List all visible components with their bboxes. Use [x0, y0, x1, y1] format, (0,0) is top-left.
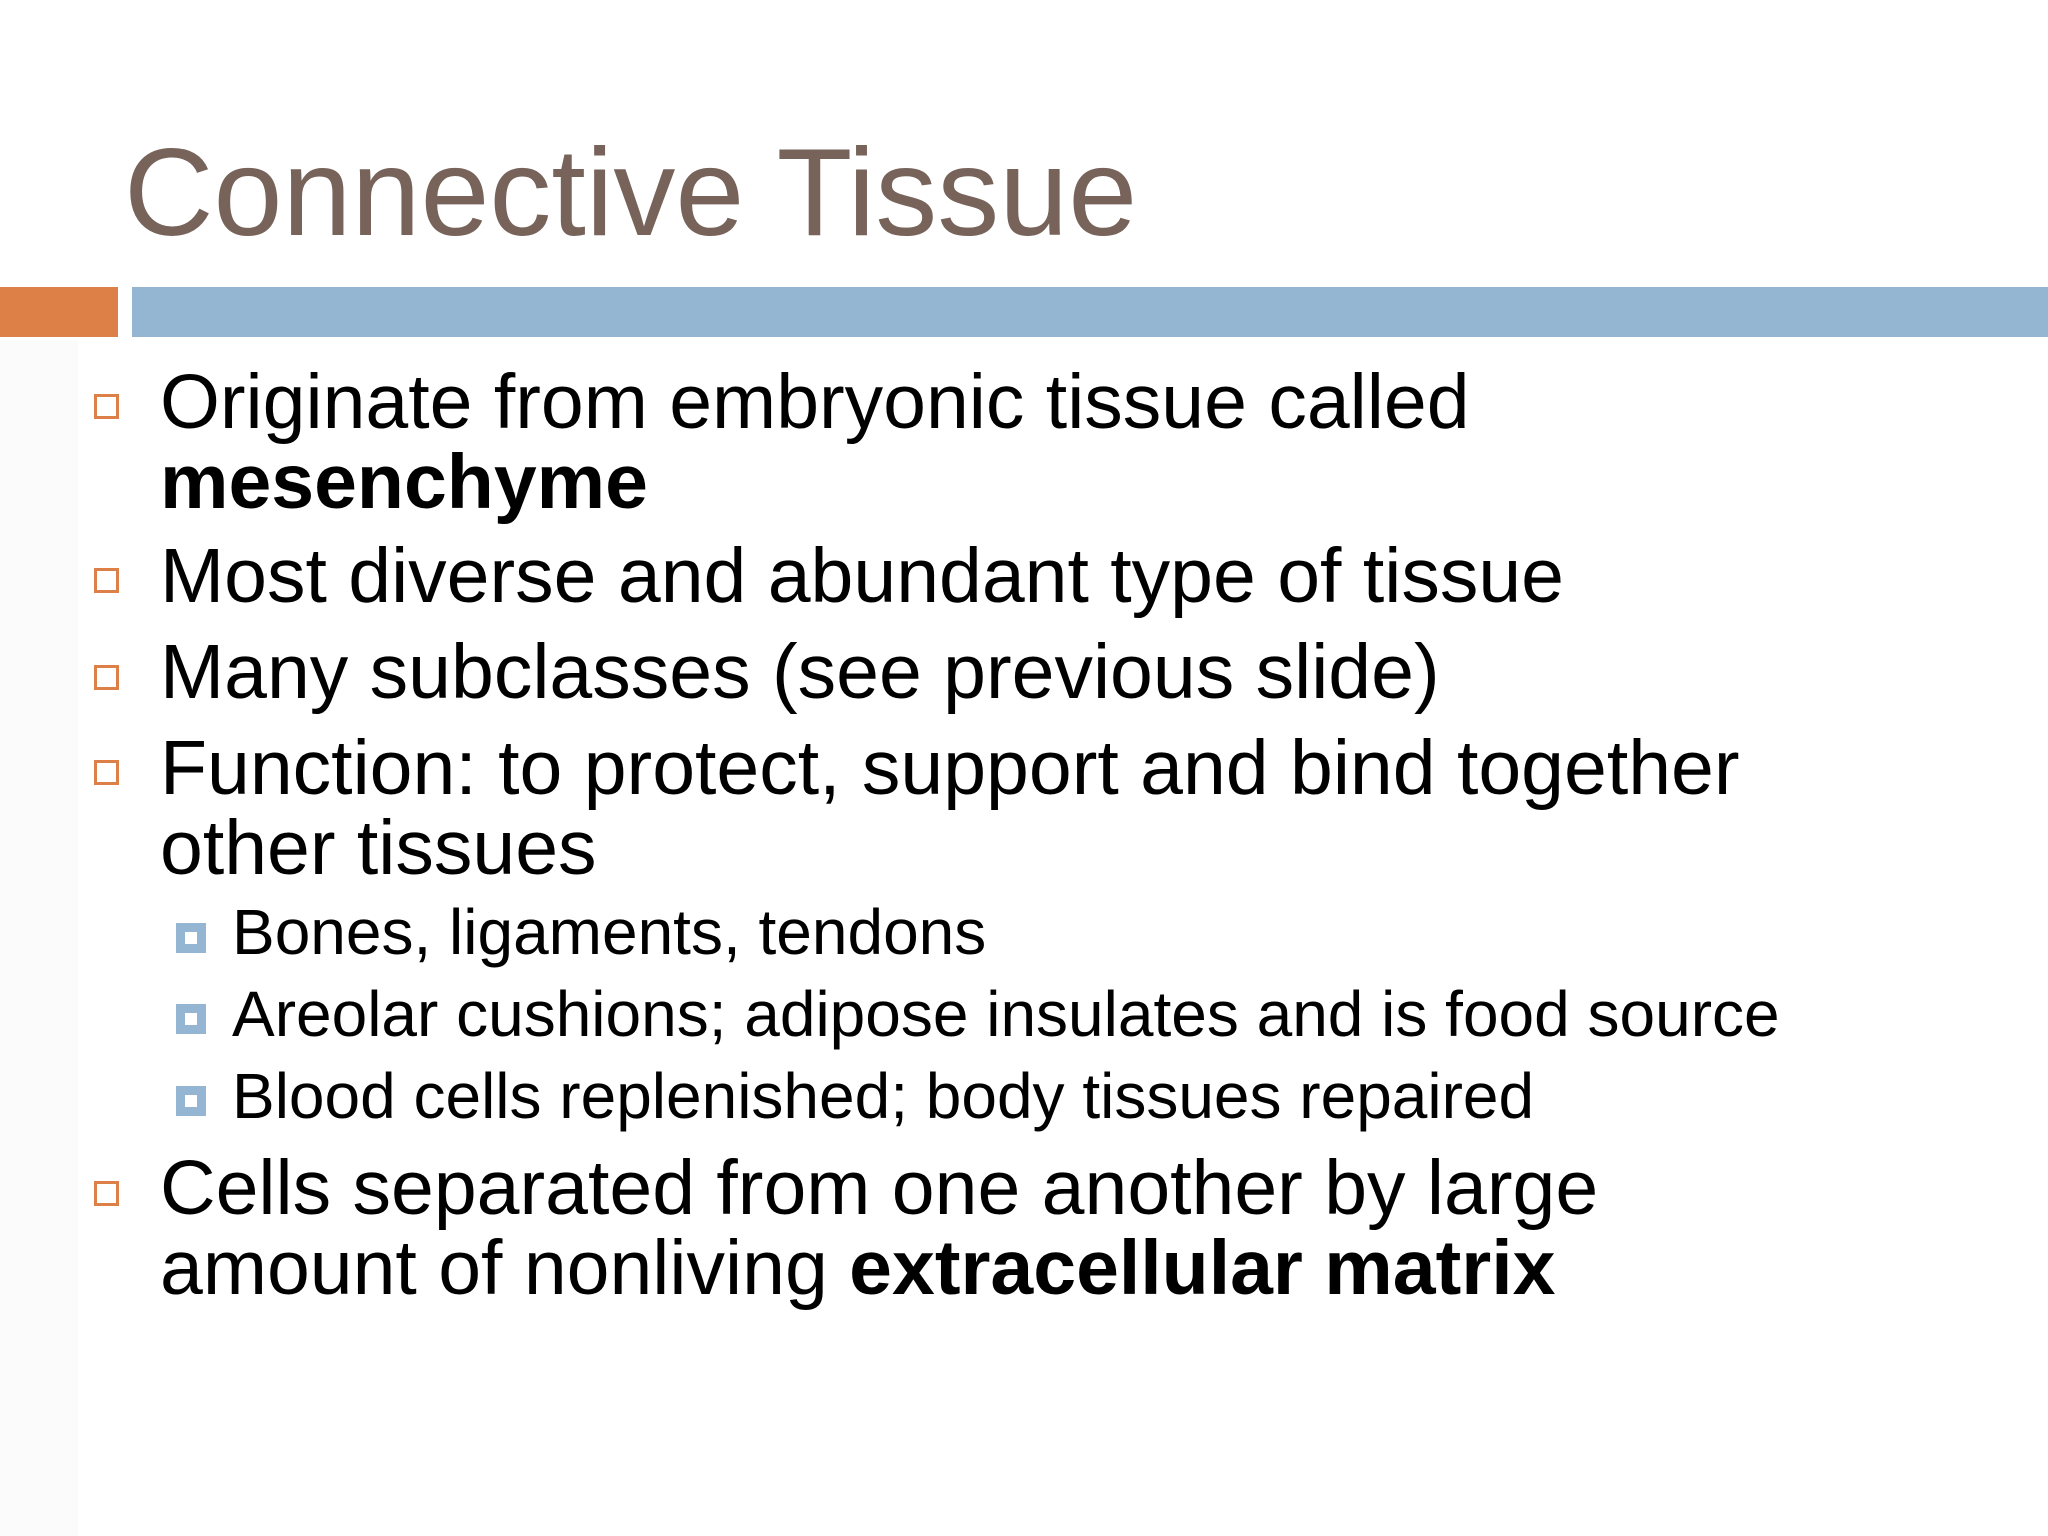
- filled-square-icon: [176, 1004, 206, 1034]
- hollow-square-icon: [94, 665, 119, 690]
- subbullet-item: Blood cells replenished; body tissues repaired: [232, 1060, 1535, 1132]
- bold-term: extracellular matrix: [849, 1225, 1556, 1311]
- bullet-item-matrix: [160, 1145, 2020, 1311]
- bullet-text: Most diverse and abundant type of tissue: [160, 533, 1564, 619]
- hollow-square-icon: [94, 394, 119, 419]
- bullet-item-origin: [160, 359, 2020, 525]
- filled-square-icon: [176, 1086, 206, 1116]
- subbullet-item: Areolar cushions; adipose insulates and is food source: [232, 978, 1780, 1050]
- bullet-text: amount of nonliving: [160, 1225, 850, 1311]
- subbullet-item: Bones, ligaments, tendons: [232, 896, 987, 968]
- bullet-text: Many subclasses (see previous slide): [160, 629, 1440, 715]
- bullet-text: Function: to protect, support and bind together: [160, 725, 1740, 811]
- hollow-square-icon: [94, 760, 119, 785]
- hollow-square-icon: [94, 1181, 119, 1206]
- bullet-text: other tissues: [160, 805, 597, 891]
- slide-title: Connective Tissue: [124, 124, 1138, 262]
- bullet-item-diversity: [160, 533, 2020, 619]
- bullet-item-subclasses: [160, 629, 2020, 715]
- bullet-item-function: [160, 725, 2020, 891]
- bullet-text: Cells separated from one another by large: [160, 1145, 1599, 1231]
- bold-term: mesenchyme: [160, 439, 648, 525]
- hollow-square-icon: [94, 568, 119, 593]
- bullet-text: Originate from embryonic tissue called: [160, 359, 1470, 445]
- filled-square-icon: [176, 923, 206, 953]
